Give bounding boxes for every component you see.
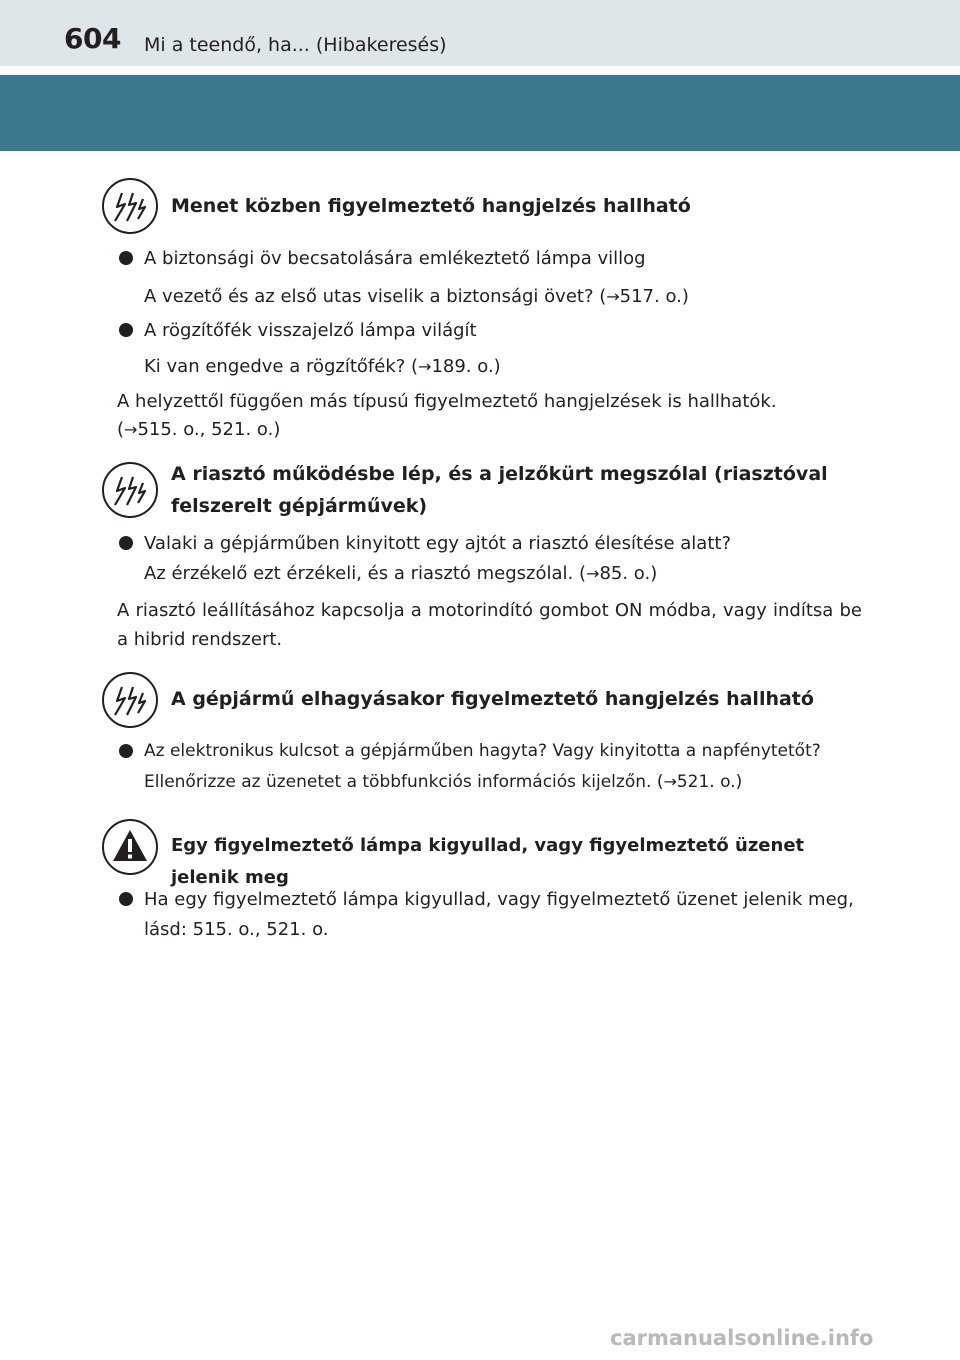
car-horn-warning-icon [101, 671, 159, 729]
note-text: A helyzettől függően más típusú figyelmeztető hangjelzések is hallhatók. [117, 391, 777, 412]
section-title: A riasztó működésbe lép, és a jelzőkürt megszólal (riasztóval felszerelt gépjárművek) [171, 463, 828, 517]
reference-arrow-icon: → [606, 287, 620, 306]
reference-arrow-icon: → [663, 772, 677, 791]
bullet-icon [119, 251, 133, 265]
page-reference: 189. o.) [431, 356, 501, 377]
bullet-subtext: Ellenőrizze az üzenetet a többfunkciós információs kijelzőn. (→521. o.) [144, 772, 743, 792]
bullet-icon [119, 323, 133, 337]
reference-arrow-icon: → [586, 564, 600, 583]
warning-triangle-icon [101, 818, 159, 876]
bullet-subtext: A vezető és az első utas viselik a biztonsági övet? (→517. o.) [144, 286, 689, 307]
page-number: 604 [64, 22, 121, 55]
reference-arrow-icon: → [418, 357, 432, 376]
bullet-icon [119, 892, 133, 906]
header-strip [0, 0, 960, 66]
reference-arrow-icon: → [124, 420, 138, 439]
page-reference: 517. o.) [619, 286, 689, 307]
header-band [0, 75, 960, 151]
watermark: carmanualsonline.info [610, 1326, 874, 1350]
section-title: Menet közben figyelmeztető hangjelzés hallható [171, 195, 691, 217]
bullet-text: A biztonsági öv becsatolására emlékeztető lámpa villog [144, 248, 646, 269]
bullet-icon [119, 536, 133, 550]
bullet-text: Ha egy figyelmeztető lámpa kigyullad, vagy figyelmeztető üzenet jelenik meg, [144, 889, 854, 910]
bullet-text: Az elektronikus kulcsot a gépjárműben hagyta? Vagy kinyitotta a napfénytetőt? [144, 741, 821, 761]
bullet-subtext: Ki van engedve a rögzítőfék? (→189. o.) [144, 356, 501, 377]
note-text: A riasztó leállításához kapcsolja a motorindító gombot ON módba, vagy indítsa be a hibrid rendszert. [117, 600, 862, 650]
running-title: Mi a teendő, ha... (Hibakeresés) [144, 34, 447, 56]
note-text: (→515. o., 521. o.) [117, 419, 281, 440]
bullet-icon [119, 744, 133, 758]
section-title: A gépjármű elhagyásakor figyelmeztető hangjelzés hallható [171, 688, 814, 710]
bullet-text: Valaki a gépjárműben kinyitott egy ajtót a riasztó élesítése alatt? [144, 533, 732, 554]
car-horn-warning-icon [101, 461, 159, 519]
bullet-subtext: Az érzékelő ezt érzékeli, és a riasztó megszólal. (→85. o.) [144, 563, 658, 584]
page-reference: 515. o., 521. o.) [137, 419, 281, 440]
section-title: Egy figyelmeztető lámpa kigyullad, vagy figyelmeztető üzenet jelenik meg [171, 835, 805, 888]
bullet-text: lásd: 515. o., 521. o. [144, 919, 329, 940]
bullet-text: A rögzítőfék visszajelző lámpa világít [144, 320, 477, 341]
page-reference: 521. o.) [676, 772, 743, 792]
car-horn-warning-icon [101, 177, 159, 235]
page-reference: 85. o.) [599, 563, 658, 584]
